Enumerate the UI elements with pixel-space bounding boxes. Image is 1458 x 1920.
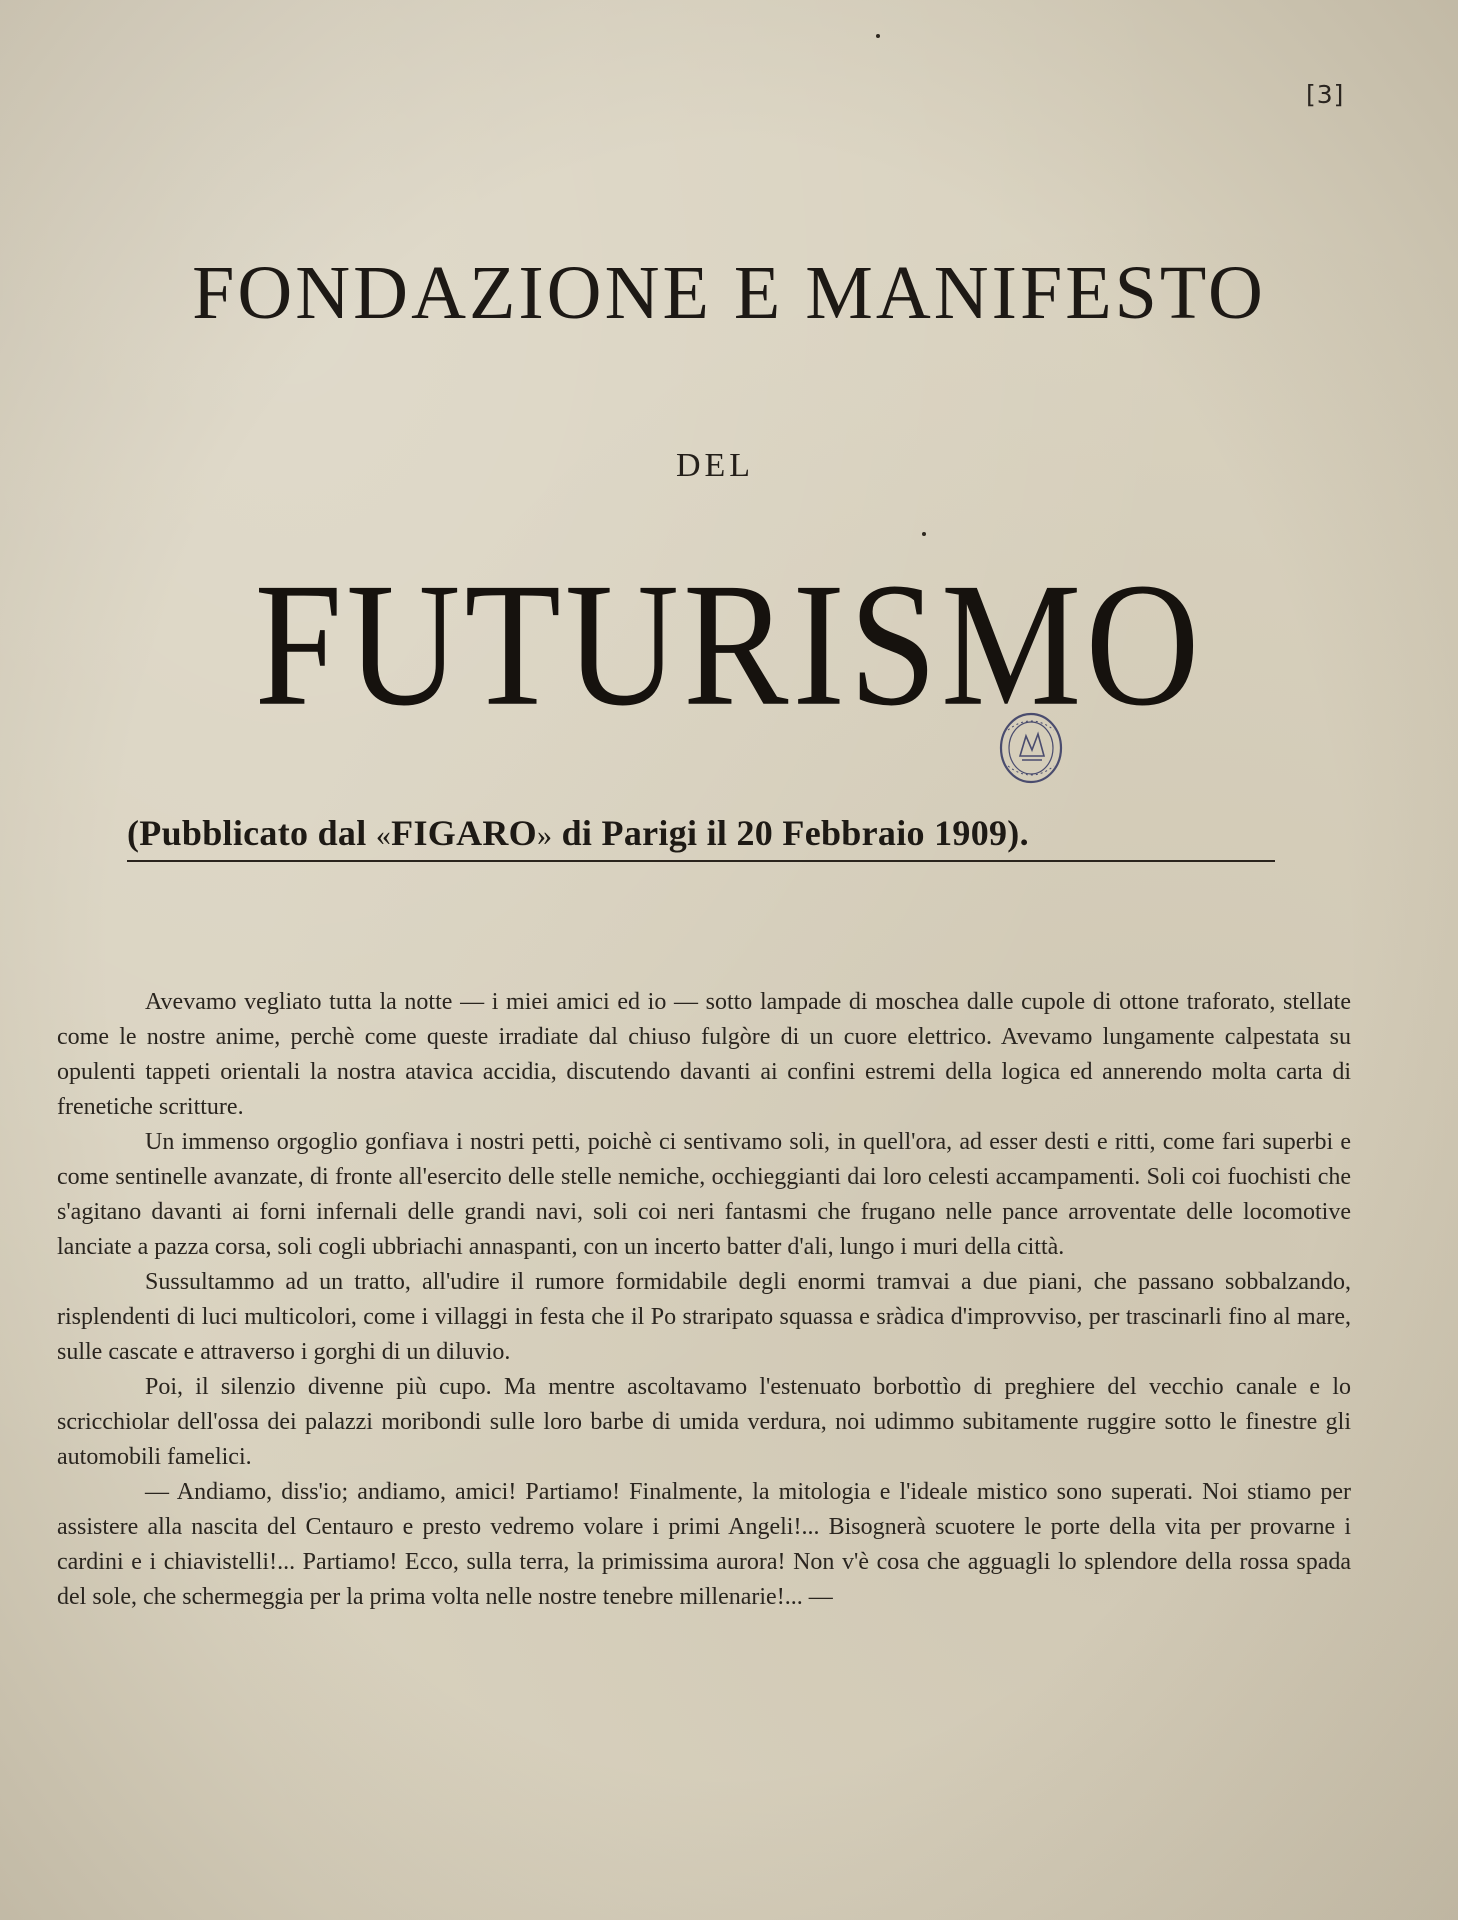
title-line-del: DEL: [675, 447, 755, 484]
library-stamp-icon: [996, 710, 1066, 786]
manifesto-body: [57, 985, 1351, 1615]
publication-note-suffix: di Parigi il 20 Febbraio 1909).: [561, 813, 1029, 853]
publication-note: [127, 812, 1275, 862]
paragraph: Sussultammo ad un tratto, all'udire il rumore formidabile degli enormi tramvai a due piani, che passano sobbalzando, risplendenti di luci multicolori, come i villaggi in festa che il Po straripato squassa e sràdica d'improvviso, per trascinarli fino al mare, sulle cascate e attraverso i gorghi di un diluvio.: [57, 1269, 1351, 1365]
ink-speck: [876, 34, 880, 38]
ink-speck: [922, 532, 926, 536]
close-guillemet: »: [536, 819, 553, 852]
title-line-fondazione: FONDAZIONE E MANIFESTO: [192, 251, 1266, 335]
paragraph: — Andiamo, diss'io; andiamo, amici! Partiamo! Finalmente, la mitologia e l'ideale mistico sono superati. Noi stiamo per assistere alla nascita del Centauro e presto vedremo volare i primi Angeli!... Bisognerà scuotere le porte della vita per provarne i cardini e i chiavistelli!... Partiamo! Ecco, sulla terra, la primissima aurora! Non v'è cosa che agguagli lo splendore della rossa spada del sole, che schermeggia per la prima volta nelle nostre tenebre millenarie!... —: [57, 1479, 1351, 1610]
page-number: [3]: [1306, 80, 1345, 109]
publication-note-prefix: (Pubblicato dal: [127, 813, 367, 853]
paragraph: Un immenso orgoglio gonfiava i nostri petti, poichè ci sentivamo soli, in quell'ora, ad esser desti e ritti, come fari superbi e come sentinelle avanzate, di fronte all'esercito delle stelle nemiche, occhieggianti dai loro celesti accampamenti. Soli coi fuochisti che s'agitano davanti ai forni infernali delle grandi navi, soli coi neri fantasmi che frugano nelle pance arroventate delle locomotive lanciate a pazza corsa, soli cogli ubbriachi annaspanti, con un incerto batter d'ali, lungo i muri della città.: [57, 1129, 1351, 1260]
paragraph: Poi, il silenzio divenne più cupo. Ma mentre ascoltavamo l'estenuato borbottìo di preghiere del vecchio canale e lo scricchiolar dell'ossa dei palazzi moribondi sulle loro barbe di umida verdura, noi udimmo subitamente ruggire sotto le finestre gli automobili famelici.: [57, 1374, 1351, 1470]
open-guillemet: «: [375, 819, 392, 852]
newspaper-name: FIGARO: [391, 813, 537, 853]
paragraph: Avevamo vegliato tutta la notte — i miei amici ed io — sotto lampade di moschea dalle cupole di ottone traforato, stellate come le nostre anime, perchè come queste irradiate dal chiuso fulgòre di un cuore elettrico. Avevamo lungamente calpestata su opulenti tappeti orientali la nostra atavica accidia, discutendo davanti ai confini estremi della logica ed annerendo molta carta di frenetiche scritture.: [57, 989, 1351, 1120]
title-futurismo: FUTURISMO: [254, 546, 1204, 743]
